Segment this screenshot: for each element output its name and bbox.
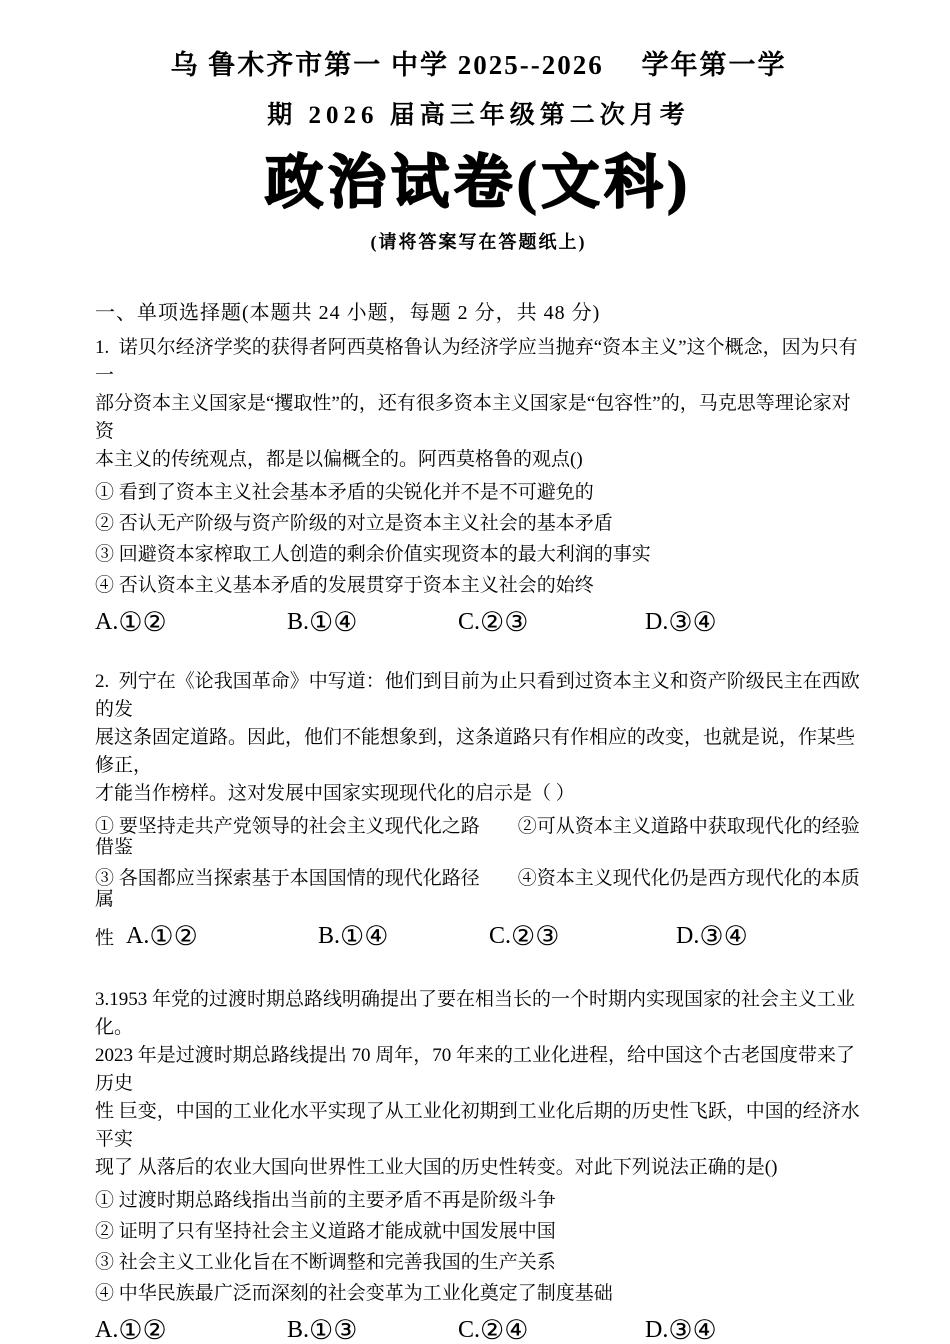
exam-subtitle: (请将答案写在答题纸上) <box>370 232 587 252</box>
question-3-stem-line: 现了 从落后的农业大国向世界性工业大国的历史性转变。对此下列说法正确的是() <box>95 1157 778 1178</box>
answer-choice-d <box>645 606 717 637</box>
answer-choice-b <box>287 606 458 637</box>
question-3-option-2: ② 证明了只有坚持社会主义道路才能成就中国发展中国 <box>95 1221 556 1242</box>
answer-choice-label: C. <box>489 922 512 949</box>
exam-title: 政治试卷(文科) <box>265 150 692 215</box>
answer-choice-numbers: ①② <box>118 1314 167 1344</box>
question-3-option-4: ④ 中华民族最广泛而深刻的社会变革为工业化奠定了制度基础 <box>95 1283 613 1304</box>
answer-choice-a <box>126 920 318 951</box>
answer-choice-d <box>645 1314 717 1344</box>
answer-choice-numbers: ①④ <box>340 920 389 951</box>
question-1-option-2: ② 否认无产阶级与资产阶级的对立是资本主义社会的基本矛盾 <box>95 513 613 534</box>
question-2-answer-row <box>95 920 862 952</box>
answer-choice-c <box>489 920 676 951</box>
answer-choice-label: B. <box>287 608 310 635</box>
question-3 <box>95 986 862 1344</box>
answer-choice-numbers: ②④ <box>480 1314 529 1344</box>
question-1-stem-line: 部分资本主义国家是“攫取性”的，还有很多资本主义国家是“包容性”的，马克思等理论家对资 <box>95 393 851 442</box>
question-3-stem-line: 3.1953 年党的过渡时期总路线明确提出了要在相当长的一个时期内实现国家的社会主义工业化。 <box>95 989 856 1038</box>
question-1-option-4: ④ 否认资本主义基本矛盾的发展贯穿于资本主义社会的始终 <box>95 575 594 596</box>
answer-choice-label: D. <box>676 922 700 949</box>
question-3-option-3: ③ 社会主义工业化旨在不断调整和完善我国的生产关系 <box>95 1252 556 1273</box>
answer-choice-label: C. <box>458 1316 481 1343</box>
question-2-stem-line: 才能当作榜样。这对发展中国家实现现代化的启示是（ ） <box>95 783 575 804</box>
question-3-option-1: ① 过渡时期总路线指出当前的主要矛盾不再是阶级斗争 <box>95 1190 556 1211</box>
answer-choice-label: A. <box>126 922 150 949</box>
question-2-options-3-4: ③ 各国都应当探索基于本国国情的现代化路径 ④资本主义现代化仍是西方现代化的本质属 <box>95 868 860 910</box>
section-1-heading: 一、单项选择题(本题共 24 小题，每题 2 分，共 48 分) <box>95 302 601 324</box>
answer-choice-label: D. <box>645 1316 669 1343</box>
answer-choice-d <box>676 920 748 951</box>
question-1 <box>95 334 862 638</box>
answer-row-prefix: 性 <box>95 927 115 949</box>
answer-choice-numbers: ①② <box>149 920 198 951</box>
answer-choice-b <box>318 920 489 951</box>
question-1-option-1: ① 看到了资本主义社会基本矛盾的尖锐化并不是不可避免的 <box>95 482 594 503</box>
exam-header-line-2: 期 2026 届高三年级第二次月考 <box>267 102 690 129</box>
answer-choice-numbers: ③④ <box>699 920 748 951</box>
answer-choice-c <box>458 1314 645 1344</box>
answer-choice-numbers: ③④ <box>668 1314 717 1344</box>
answer-choice-label: A. <box>95 608 119 635</box>
question-1-answer-row <box>95 606 862 638</box>
answer-choice-label: C. <box>458 608 481 635</box>
answer-choice-numbers: ②③ <box>511 920 560 951</box>
question-1-option-3: ③ 回避资本家榨取工人创造的剩余价值实现资本的最大利润的事实 <box>95 544 651 565</box>
answer-choice-label: A. <box>95 1316 119 1343</box>
answer-choice-a <box>95 1314 287 1344</box>
question-3-answer-row <box>95 1314 862 1344</box>
answer-choice-numbers: ②③ <box>480 606 529 637</box>
answer-choice-label: D. <box>645 608 669 635</box>
answer-choice-c <box>458 606 645 637</box>
question-1-stem-line: 本主义的传统观点，都是以偏概全的。阿西莫格鲁的观点() <box>95 449 583 470</box>
question-3-stem-line: 2023 年是过渡时期总路线提出 70 周年，70 年来的工业化进程，给中国这个古老国度带来了历史 <box>95 1045 856 1094</box>
answer-choice-numbers: ①③ <box>309 1314 358 1344</box>
question-2-options-1-2: ① 要坚持走共产党领导的社会主义现代化之路 ②可从资本主义道路中获取现代化的经验借鉴 <box>95 816 860 858</box>
answer-choice-label: B. <box>318 922 341 949</box>
answer-choice-a <box>95 606 287 637</box>
question-2 <box>95 668 862 952</box>
answer-choice-b <box>287 1314 458 1344</box>
question-1-stem-line: 1. 诺贝尔经济学奖的获得者阿西莫格鲁认为经济学应当抛弃“资本主义”这个概念，因为只有一 <box>95 337 858 386</box>
question-3-stem-line: 性 巨变，中国的工业化水平实现了从工业化初期到工业化后期的历史性飞跃，中国的经济水平实 <box>95 1101 860 1150</box>
answer-choice-numbers: ③④ <box>668 606 717 637</box>
answer-choice-label: B. <box>287 1316 310 1343</box>
answer-choice-numbers: ①② <box>118 606 167 637</box>
question-2-stem-line: 展这条固定道路。因此，他们不能想象到，这条道路只有作相应的改变，也就是说，作某些修正， <box>95 727 856 776</box>
exam-header-line-1: 乌 鲁木齐市第一 中学 2025--2026 学年第一学 <box>170 50 787 80</box>
question-2-stem-line: 2. 列宁在《论我国革命》中写道：他们到目前为止只看到过资本主义和资产阶级民主在西欧的发 <box>95 671 860 720</box>
answer-choice-numbers: ①④ <box>309 606 358 637</box>
